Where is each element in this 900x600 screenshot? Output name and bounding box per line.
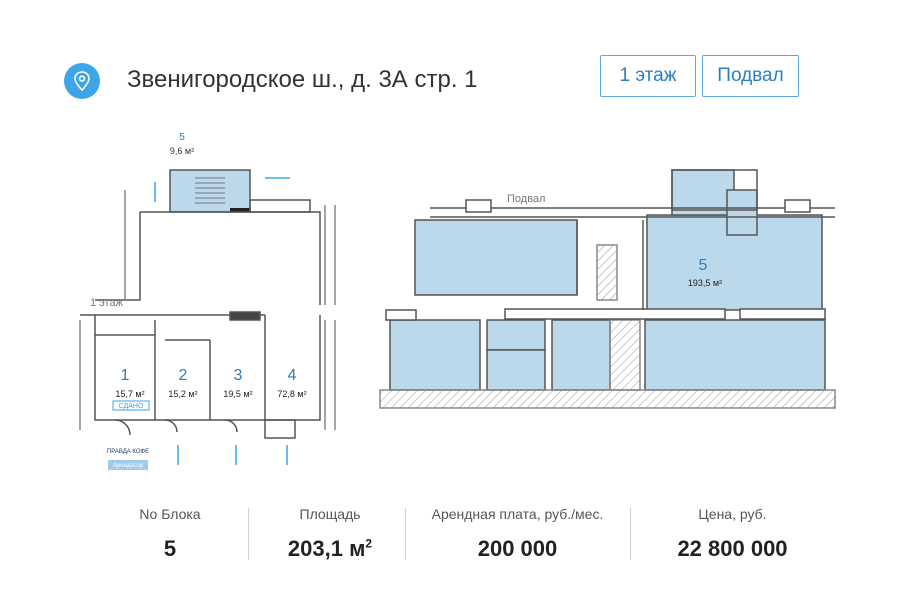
entrance-arrows	[155, 178, 290, 465]
stat-price-label: Цена, руб.	[698, 506, 767, 522]
unit-4-area: 72,8 м²	[277, 389, 307, 399]
divider	[248, 508, 249, 560]
rented-badge-label: СДАНО	[118, 403, 144, 410]
top-unit-area: 9,6 м²	[169, 146, 195, 156]
stat-block	[110, 500, 230, 566]
floor1-label: 1 этаж	[90, 297, 123, 309]
stat-rent-value: 200 000	[477, 536, 558, 561]
stat-rent-label: Арендная плата, руб./мес.	[431, 506, 604, 522]
stat-area-value-wrap	[265, 536, 395, 562]
unit-4-number: 4	[287, 367, 297, 384]
tab-basement[interactable]: Подвал	[702, 55, 799, 97]
location-pin-icon	[64, 63, 100, 99]
tenant-name: ПРАВДА КОФЕ	[106, 449, 150, 455]
unit-2-area: 15,2 м²	[168, 389, 198, 399]
unit-2-number: 2	[178, 367, 188, 384]
stat-area-label: Площадь	[299, 506, 361, 522]
unit-1-area: 15,7 м²	[115, 389, 145, 399]
basement-label: Подвал	[507, 193, 546, 205]
unit-3-area: 19,5 м²	[223, 389, 253, 399]
stat-block-value: 5	[163, 536, 177, 561]
basement-room-left[interactable]	[415, 220, 577, 295]
basement-unit-area: 193,5 м²	[687, 278, 723, 288]
unit-1-number: 1	[120, 367, 130, 384]
unit-5-top-room[interactable]	[170, 170, 250, 212]
tab-floor-1[interactable]: 1 этаж	[600, 55, 696, 97]
floor-plan	[0, 120, 900, 480]
top-unit-number: 5	[179, 132, 185, 143]
divider	[405, 508, 406, 560]
address-title: Звенигородское ш., д. 3А стр. 1	[127, 66, 478, 93]
tenant-role: Арендатор	[112, 463, 144, 469]
stat-area-unit: 2	[365, 536, 373, 551]
basement-plan	[380, 170, 835, 408]
unit-3-number: 3	[233, 367, 243, 384]
stat-block-label: No Блока	[139, 506, 201, 522]
stat-price-value: 22 800 000	[677, 536, 788, 561]
stat-rent	[415, 500, 620, 566]
location-pin-glyph	[73, 71, 91, 91]
stats-bar	[70, 500, 840, 566]
stat-area	[265, 500, 395, 566]
stat-area-value: 203,1 м	[287, 536, 366, 561]
divider	[630, 508, 631, 560]
stat-price	[645, 500, 820, 566]
tenant-logo	[106, 445, 150, 475]
basement-unit-number: 5	[698, 257, 708, 274]
